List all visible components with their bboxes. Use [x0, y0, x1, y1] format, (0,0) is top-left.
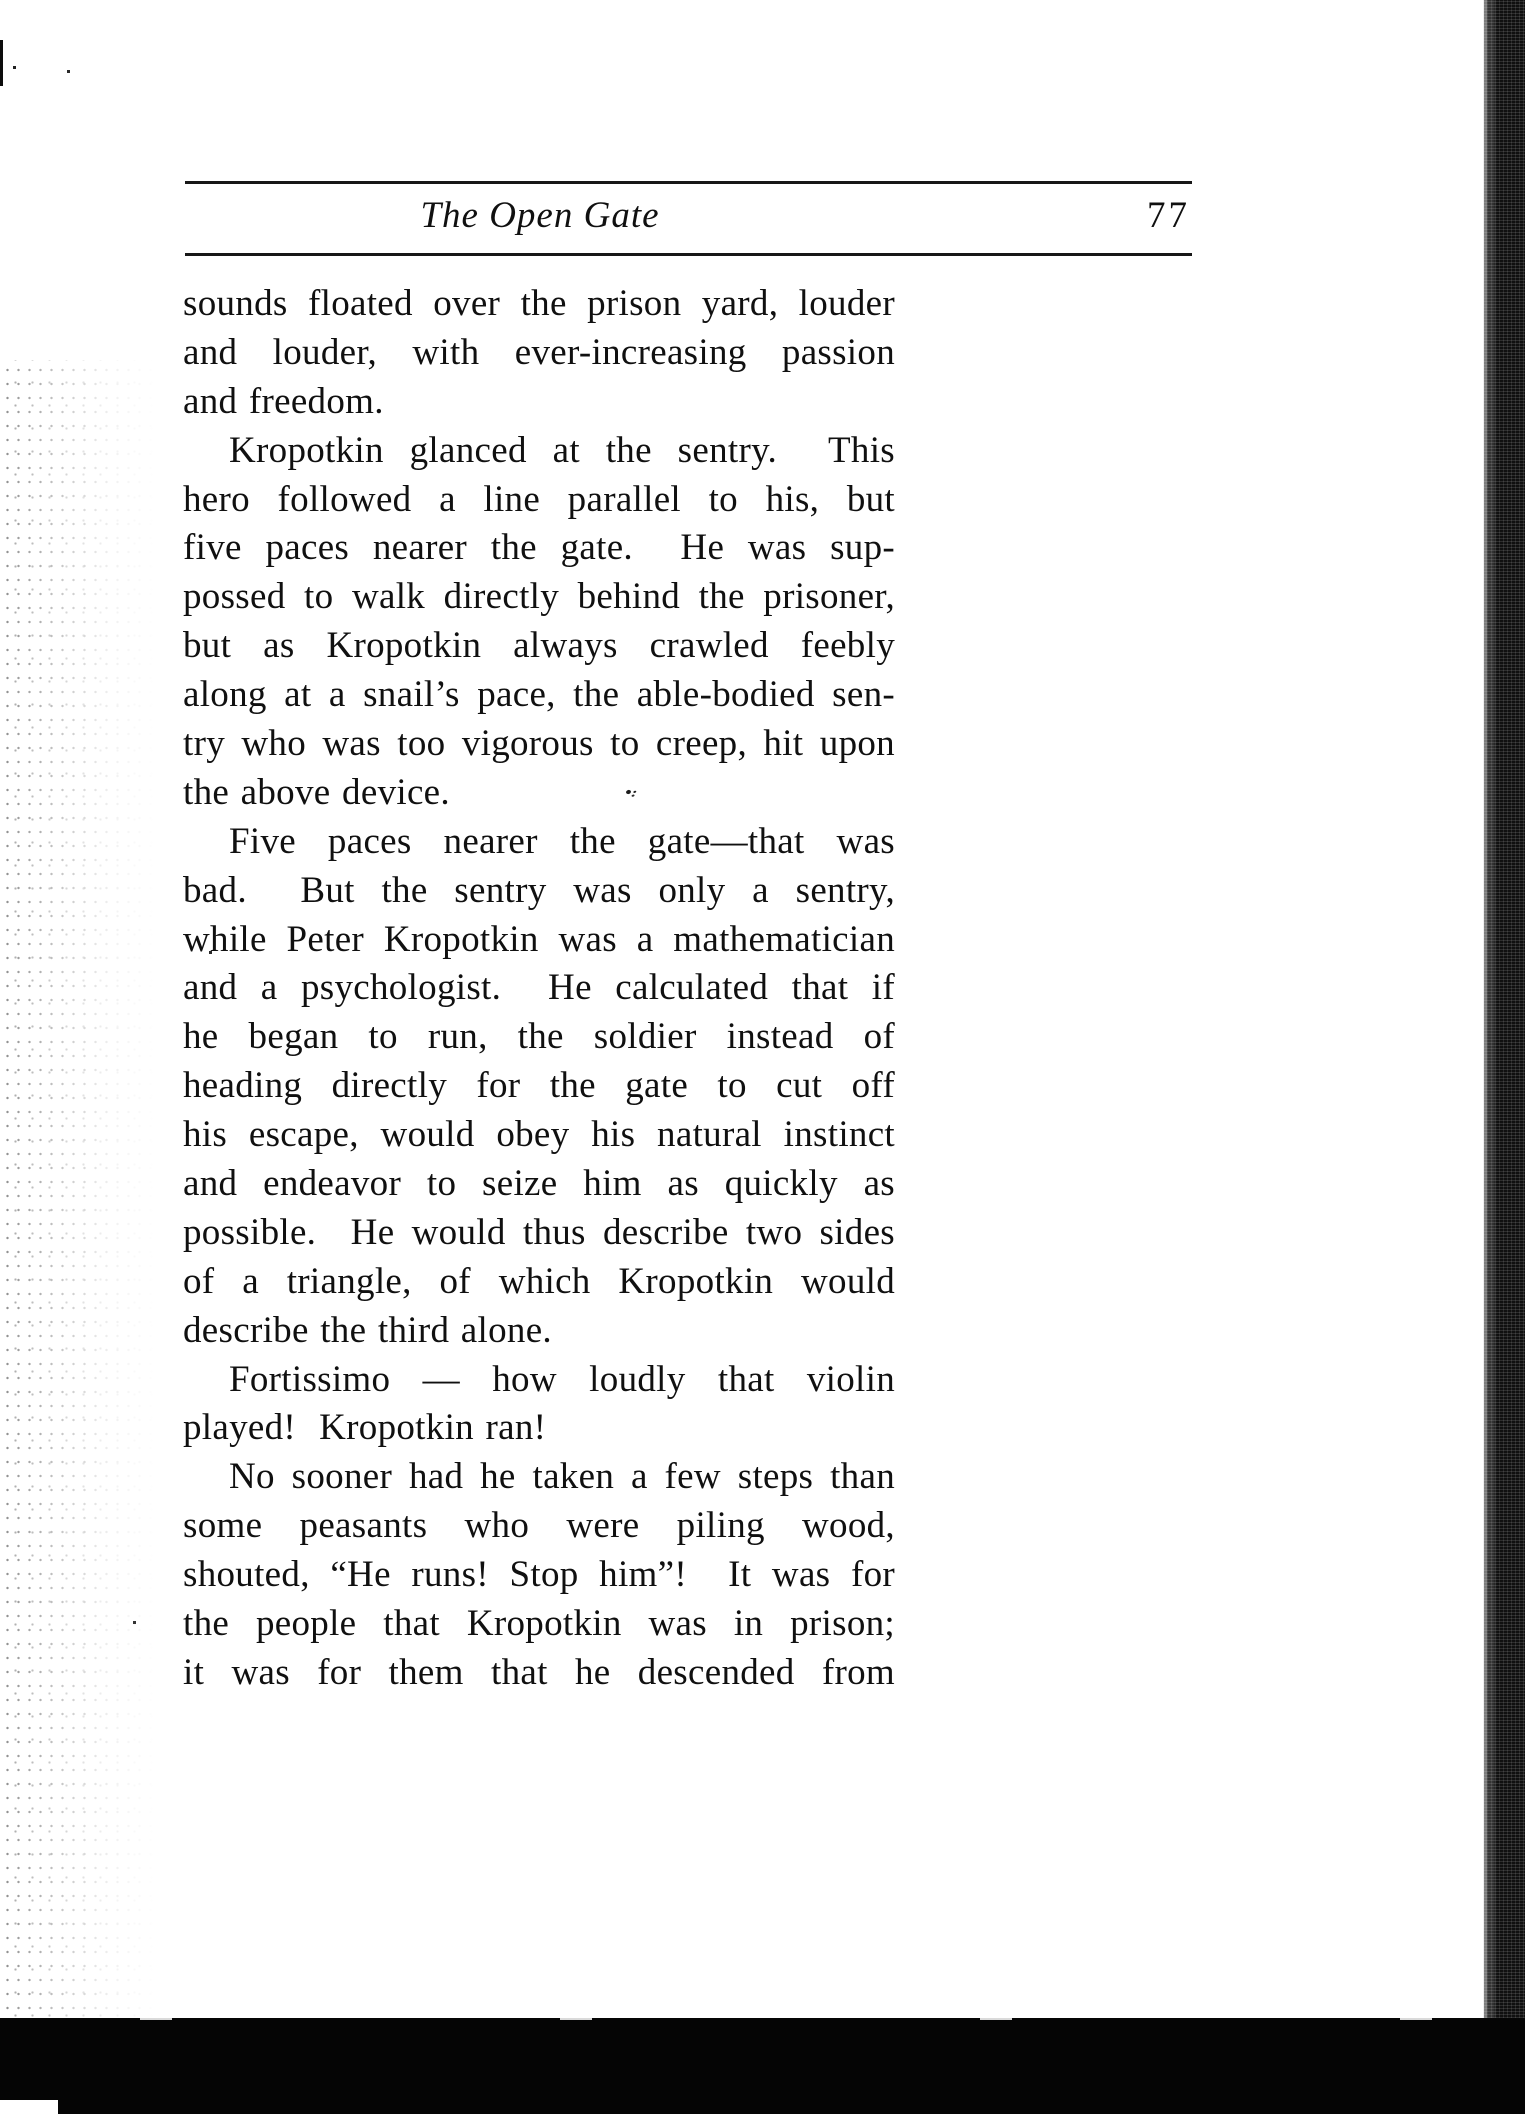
text-line: along at a snail’s pace, the able-bodied sen-	[183, 674, 895, 716]
text-line: of a triangle, of which Kropotkin would	[183, 1260, 895, 1302]
body-text	[183, 280, 895, 1698]
text-line: five paces nearer the gate. He was sup-	[183, 527, 895, 569]
text-line: describe the third alone.	[183, 1309, 552, 1351]
text-line: heading directly for the gate to cut off	[183, 1065, 895, 1107]
text-line: Kropotkin glanced at the sentry. This	[229, 429, 895, 471]
text-line: it was for them that he descended from	[183, 1651, 895, 1693]
text-line: while Peter Kropotkin was a mathematician	[183, 918, 895, 960]
scan-notch-bottom-left	[0, 2100, 58, 2114]
running-head-title: The Open Gate	[420, 195, 660, 236]
text-line: bad. But the sentry was only a sentry,	[183, 869, 895, 911]
header-rule-bottom	[185, 253, 1192, 256]
scan-bar-bottom	[0, 2018, 1525, 2114]
page-number: 77	[1147, 195, 1190, 236]
text-line: possed to walk directly behind the prisoner,	[183, 576, 895, 618]
text-line: played! Kropotkin ran!	[183, 1407, 547, 1449]
text-line: but as Kropotkin always crawled feebly	[183, 625, 895, 667]
text-line: try who was too vigorous to creep, hit upon	[183, 723, 895, 765]
text-line: and endeavor to seize him as quickly as	[183, 1163, 895, 1205]
text-line: the above device.	[183, 771, 450, 813]
page-header	[185, 0, 1192, 260]
text-line: he began to run, the soldier instead of	[183, 1016, 895, 1058]
text-line: Five paces nearer the gate—that was	[229, 820, 895, 862]
scan-bar-ticks	[0, 2018, 1525, 2020]
text-line: No sooner had he taken a few steps than	[229, 1456, 895, 1498]
header-rule-top	[185, 181, 1192, 184]
text-line: possible. He would thus describe two sides	[183, 1211, 895, 1253]
text-line: hero followed a line parallel to his, but	[183, 478, 895, 520]
scan-mark-top-left	[0, 40, 3, 86]
text-line: the people that Kropotkin was in prison;	[183, 1603, 895, 1645]
text-line: sounds floated over the prison yard, louder	[183, 283, 895, 324]
scan-noise-left-band	[0, 360, 180, 2020]
text-line: some peasants who were piling wood,	[183, 1505, 895, 1547]
text-line: Fortissimo — how loudly that violin	[229, 1358, 895, 1400]
text-line: his escape, would obey his natural instinct	[183, 1114, 895, 1156]
text-line: shouted, “He runs! Stop him”! It was for	[183, 1554, 895, 1596]
text-line: and a psychologist. He calculated that if	[183, 967, 895, 1009]
text-line: and louder, with ever-increasing passion	[183, 331, 895, 373]
scan-gutter-right-band	[1483, 0, 1525, 2114]
text-line: and freedom.	[183, 380, 384, 422]
